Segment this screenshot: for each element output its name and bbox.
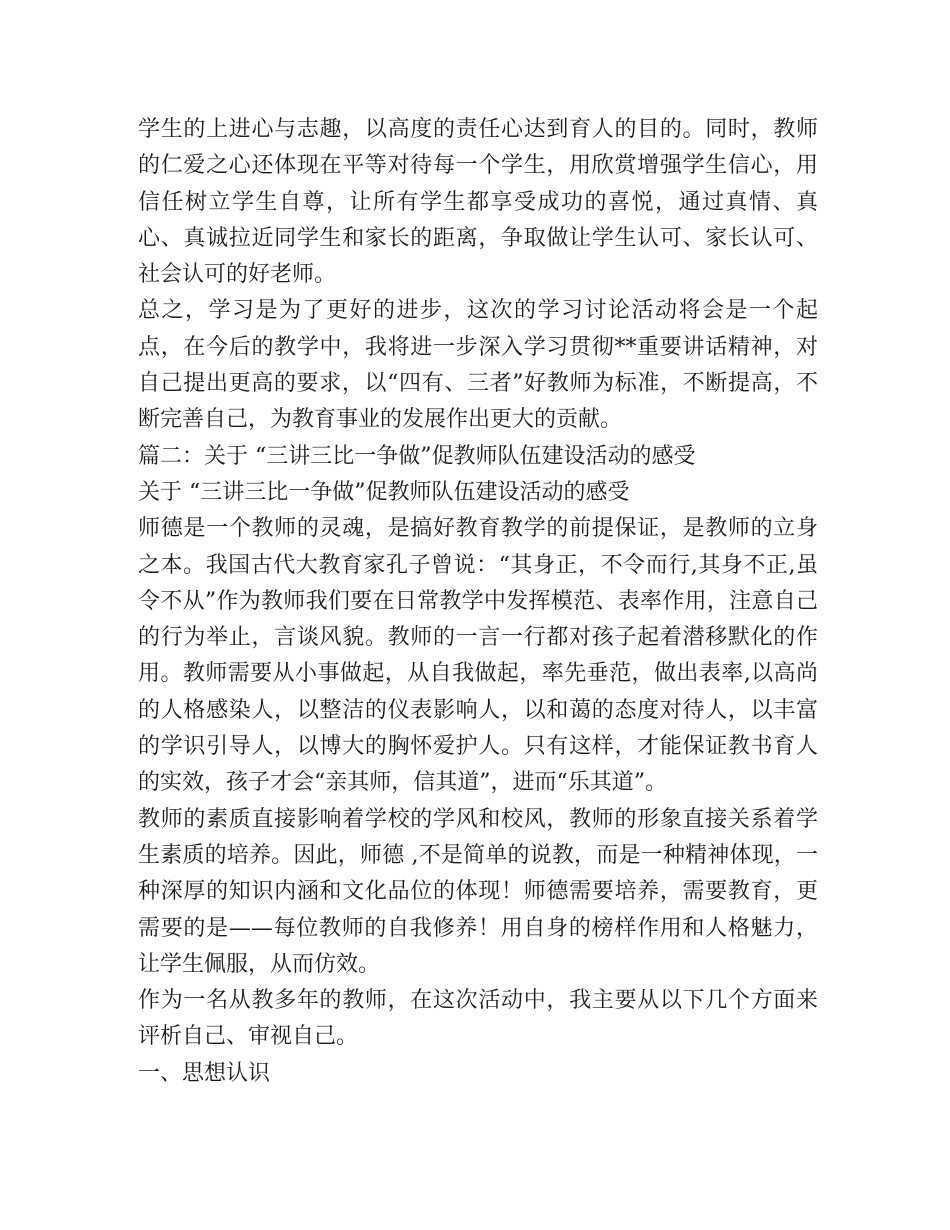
article-title: 关于 “三讲三比一争做”促教师队伍建设活动的感受 — [138, 479, 630, 505]
subheading-thought: 一、思想认识 — [138, 1060, 271, 1086]
paragraph-4: 教师的素质直接影响着学校的学风和校风，教师的形象直接关系着学生素质的培养。因此，师德 ,不是简单的说教，而是一种精神体现，一种深厚的知识内涵和文化品位的体现！师德需要培养，需要教育，更需要的是——每位教师的自我修养！用自身的榜样作用和人格魅力，让学生佩服，从而仿效。 — [138, 806, 818, 977]
document-body — [138, 112, 818, 1092]
paragraph-3: 师德是一个教师的灵魂，是搞好教育教学的前提保证，是教师的立身之本。我国古代大教育家孔子曾说：“其身正，不令而行,其身不正,虽令不从”作为教师我们要在日常教学中发挥模范、表率作用，注意自己的行为举止，言谈风貌。教师的一言一行都对孩子起着潜移默化的作用。教师需要从小事做起，从自我做起，率先垂范，做出表率,以高尚的人格感染人，以整洁的仪表影响人，以和蔼的态度对待人，以丰富的学识引导人，以博大的胸怀爱护人。只有这样，才能保证教书育人的实效，孩子才会“亲其师，信其道”，进而“乐其道”。 — [138, 516, 818, 796]
section-heading-part-two: 篇二：关于 “三讲三比一争做”促教师队伍建设活动的感受 — [138, 443, 696, 469]
paragraph-2: 总之，学习是为了更好的进步，这次的学习讨论活动将会是一个起点，在今后的教学中，我将进一步深入学习贯彻**重要讲话精神，对自己提出更高的要求，以“四有、三者”好教师为标准，不断提高，不断完善自己，为教育事业的发展作出更大的贡献。 — [138, 298, 818, 433]
paragraph-1: 学生的上进心与志趣，以高度的责任心达到育人的目的。同时，教师的仁爱之心还体现在平等对待每一个学生，用欣赏增强学生信心，用信任树立学生自尊，让所有学生都享受成功的喜悦，通过真情、真心、真诚拉近同学生和家长的距离，争取做让学生认可、家长认可、社会认可的好老师。 — [138, 117, 818, 288]
paragraph-5: 作为一名从教多年的教师，在这次活动中，我主要从以下几个方面来评析自己、审视自己。 — [138, 988, 818, 1050]
